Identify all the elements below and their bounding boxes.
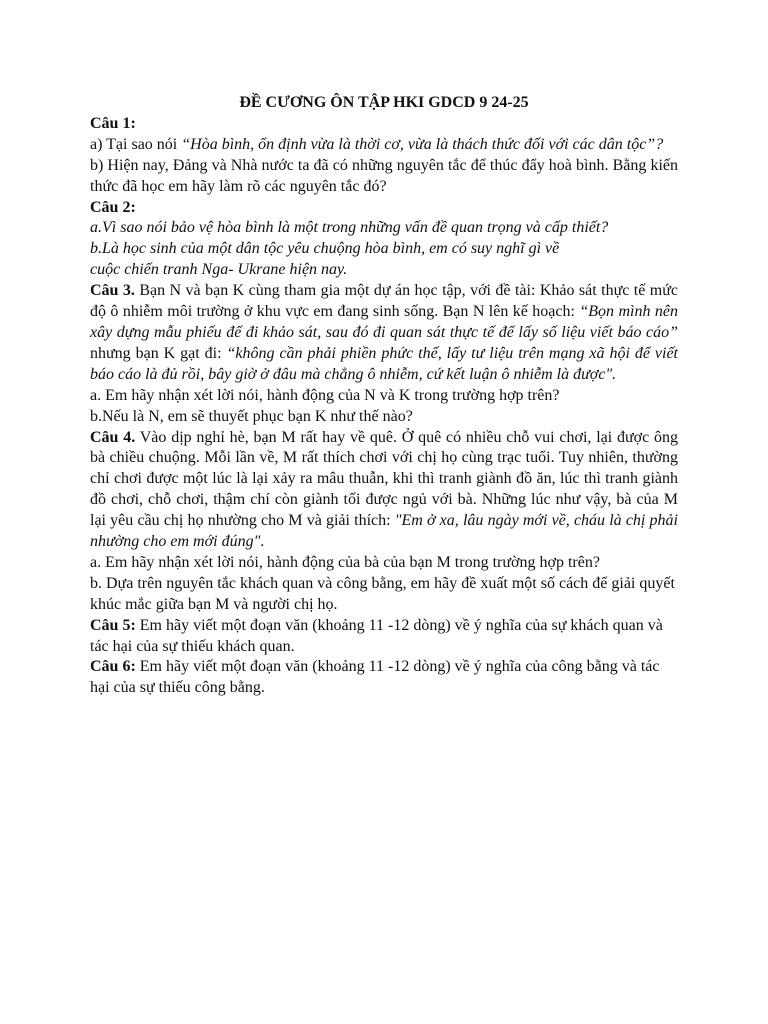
question-3-label: Câu 3. (90, 282, 135, 300)
question-3-quote2: “không cần phải phiền phức thế, lấy tư liệu trên mạng xã hội để viết báo cáo là đủ rồi, bây giờ ở đâu mà chẳng ô nhiễm, cứ kết luận ô nhiễm là được". (90, 344, 679, 383)
question-3-body (90, 281, 678, 386)
page-title: ĐỀ CƯƠNG ÔN TẬP HKI GDCD 9 24-25 (239, 94, 529, 111)
question-4-body (90, 428, 678, 553)
question-4-label: Câu 4. (90, 428, 136, 446)
question-5-label: Câu 5: (90, 616, 136, 634)
question-3b: b.Nếu là N, em sẽ thuyết phục bạn K như thế nào? (90, 407, 413, 425)
question-6 (90, 657, 678, 699)
question-3-text2: nhưng bạn K gạt đi: (90, 344, 227, 362)
question-6-text: Em hãy viết một đoạn văn (khoảng 11 -12 dòng) về ý nghĩa của công bằng và tác hại của sự thiếu công bằng. (90, 658, 660, 697)
question-5-text: Em hãy viết một đoạn văn (khoảng 11 -12 dòng) về ý nghĩa của sự khách quan và tác hại của sự thiếu khách quan. (90, 616, 663, 655)
question-4-text2: . (260, 533, 265, 551)
question-2a: a.Vì sao nói bảo vệ hòa bình là một trong những vấn đề quan trọng và cấp thiết? (90, 219, 609, 237)
question-1a (90, 135, 678, 156)
question-3a: a. Em hãy nhận xét lời nói, hành động của N và K trong trường hợp trên? (90, 386, 560, 404)
question-4a: a. Em hãy nhận xét lời nói, hành động của bà của bạn M trong trường hợp trên? (90, 553, 600, 571)
question-4b: b. Dựa trên nguyên tắc khách quan và công bằng, em hãy đề xuất một số cách để giải quyết khúc mắc giữa bạn M và người chị họ. (90, 574, 675, 613)
question-2b-line2: cuộc chiến tranh Nga- Ukrane hiện nay. (90, 261, 348, 279)
question-2b-line1: b.Là học sinh của một dân tộc yêu chuộng hòa bình, em có suy nghĩ gì về (90, 240, 560, 258)
question-3-quote1: “Bọn mình nên xây dựng mẫu phiếu để đi khảo sát, sau đó đi quan sát thực tế để lấy số liệu viết báo cáo” (90, 303, 678, 341)
question-4-quote1: "Em ở xa, lâu ngày mới về, cháu là chị phải nhường cho em mới đúng" (90, 512, 678, 551)
question-5 (90, 616, 678, 658)
question-2-heading: Câu 2: (90, 198, 136, 216)
question-1-heading: Câu 1: (90, 114, 136, 132)
document-page (90, 93, 678, 699)
question-6-label: Câu 6: (90, 658, 136, 676)
question-4-text1: Vào dịp nghỉ hè, bạn M rất hay về quê. Ở quê có nhiều chỗ vui chơi, lại được ông bà chiều chuộng. Mỗi lần về, M rất thích chơi với chị họ cùng trạc tuổi. Tuy nhiên, thường chỉ chơi được một lúc là lại xảy ra mâu thuẫn, khi thì tranh giành đồ ăn, lúc thì tranh giành đồ chơi, chỗ chơi, thậm chí còn giành tối được ngủ với bà. Những lúc như vậy, bà của M lại yêu cầu chị họ nhường cho M và giải thích: (90, 428, 679, 530)
question-1b: b) Hiện nay, Đảng và Nhà nước ta đã có những nguyên tắc để thúc đẩy hoà bình. Bằng kiến thức đã học em hãy làm rõ các nguyên tắc đó? (90, 156, 678, 195)
question-1a-prefix: a) Tại sao nói (90, 135, 182, 153)
question-1a-quote: “Hòa bình, ổn định vừa là thời cơ, vừa là thách thức đối với các dân tộc”? (181, 135, 664, 153)
question-3-text1: Bạn N và bạn K cùng tham gia một dự án học tập, với đề tài: Khảo sát thực tế mức độ ô nhiễm môi trường ở khu vực em đang sinh sống. Bạn N lên kế hoạch: (90, 282, 679, 321)
